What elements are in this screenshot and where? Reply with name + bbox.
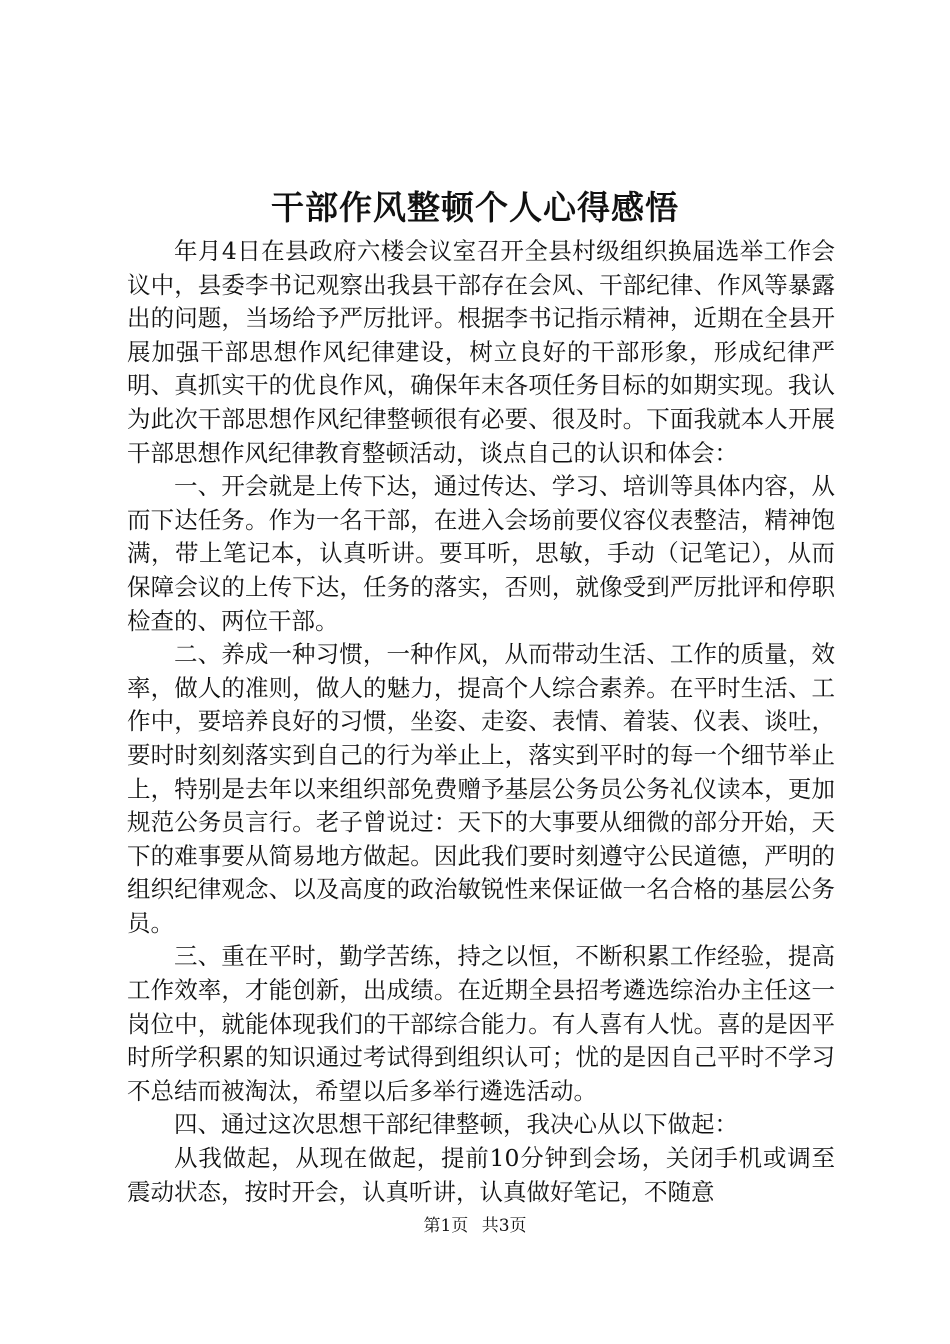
document-title: 干部作风整顿个人心得感悟 xyxy=(271,188,679,227)
paragraph-point-3: 三、重在平时，勤学苦练，持之以恒，不断积累工作经验，提高工作效率，才能创新，出成绩。在近期全县招考遴选综治办主任这一岗位中，就能体现我们的干部综合能力。有人喜有人忧。喜的是因平时所学积累的知识通过考试得到组织认可；忧的是因自己平时不学习不总结而被淘汰，希望以后多举行遴选活动。 xyxy=(127,942,835,1105)
paragraph-resolution: 从我做起，从现在做起，提前10分钟到会场，关闭手机或调至震动状态，按时开会，认真听讲，认真做好笔记，不随意 xyxy=(127,1144,835,1206)
page-footer xyxy=(0,1214,950,1238)
page-number: 第1页 xyxy=(423,1216,469,1236)
document-body xyxy=(127,235,835,1209)
paragraph-intro: 年月4日在县政府六楼会议室召开全县村级组织换届选举工作会议中，县委李书记观察出我县干部存在会风、干部纪律、作风等暴露出的问题，当场给予严厉批评。根据李书记指示精神，近期在全县开展加强干部思想作风纪律建设，树立良好的干部形象，形成纪律严明、真抓实干的优良作风，确保年末各项任务目标的如期实现。我认为此次干部思想作风纪律整顿很有必要、很及时。下面我就本人开展干部思想作风纪律教育整顿活动，谈点自己的认识和体会： xyxy=(127,237,835,467)
paragraph-point-4: 四、通过这次思想干部纪律整顿，我决心从以下做起： xyxy=(174,1110,738,1139)
page-total: 共3页 xyxy=(481,1216,527,1236)
paragraph-point-1: 一、开会就是上传下达，通过传达、学习、培训等具体内容，从而下达任务。作为一名干部，在进入会场前要仪容仪表整洁，精神饱满，带上笔记本，认真听讲。要耳听，思敏，手动（记笔记），从而保障会议的上传下达，任务的落实，否则，就像受到严厉批评和停职检查的、两位干部。 xyxy=(127,472,835,635)
paragraph-point-2: 二、养成一种习惯，一种作风，从而带动生活、工作的质量，效率，做人的准则，做人的魅力，提高个人综合素养。在平时生活、工作中，要培养良好的习惯，坐姿、走姿、表情、着装、仪表、谈吐，要时时刻刻落实到自己的行为举止上，落实到平时的每一个细节举止上，特别是去年以来组织部免费赠予基层公务员公务礼仪读本，更加规范公务员言行。老子曾说过：天下的大事要从细微的部分开始，天下的难事要从简易地方做起。因此我们要时刻遵守公民道德，严明的组织纪律观念、以及高度的政治敏锐性来保证做一名合格的基层公务员。 xyxy=(127,640,835,937)
